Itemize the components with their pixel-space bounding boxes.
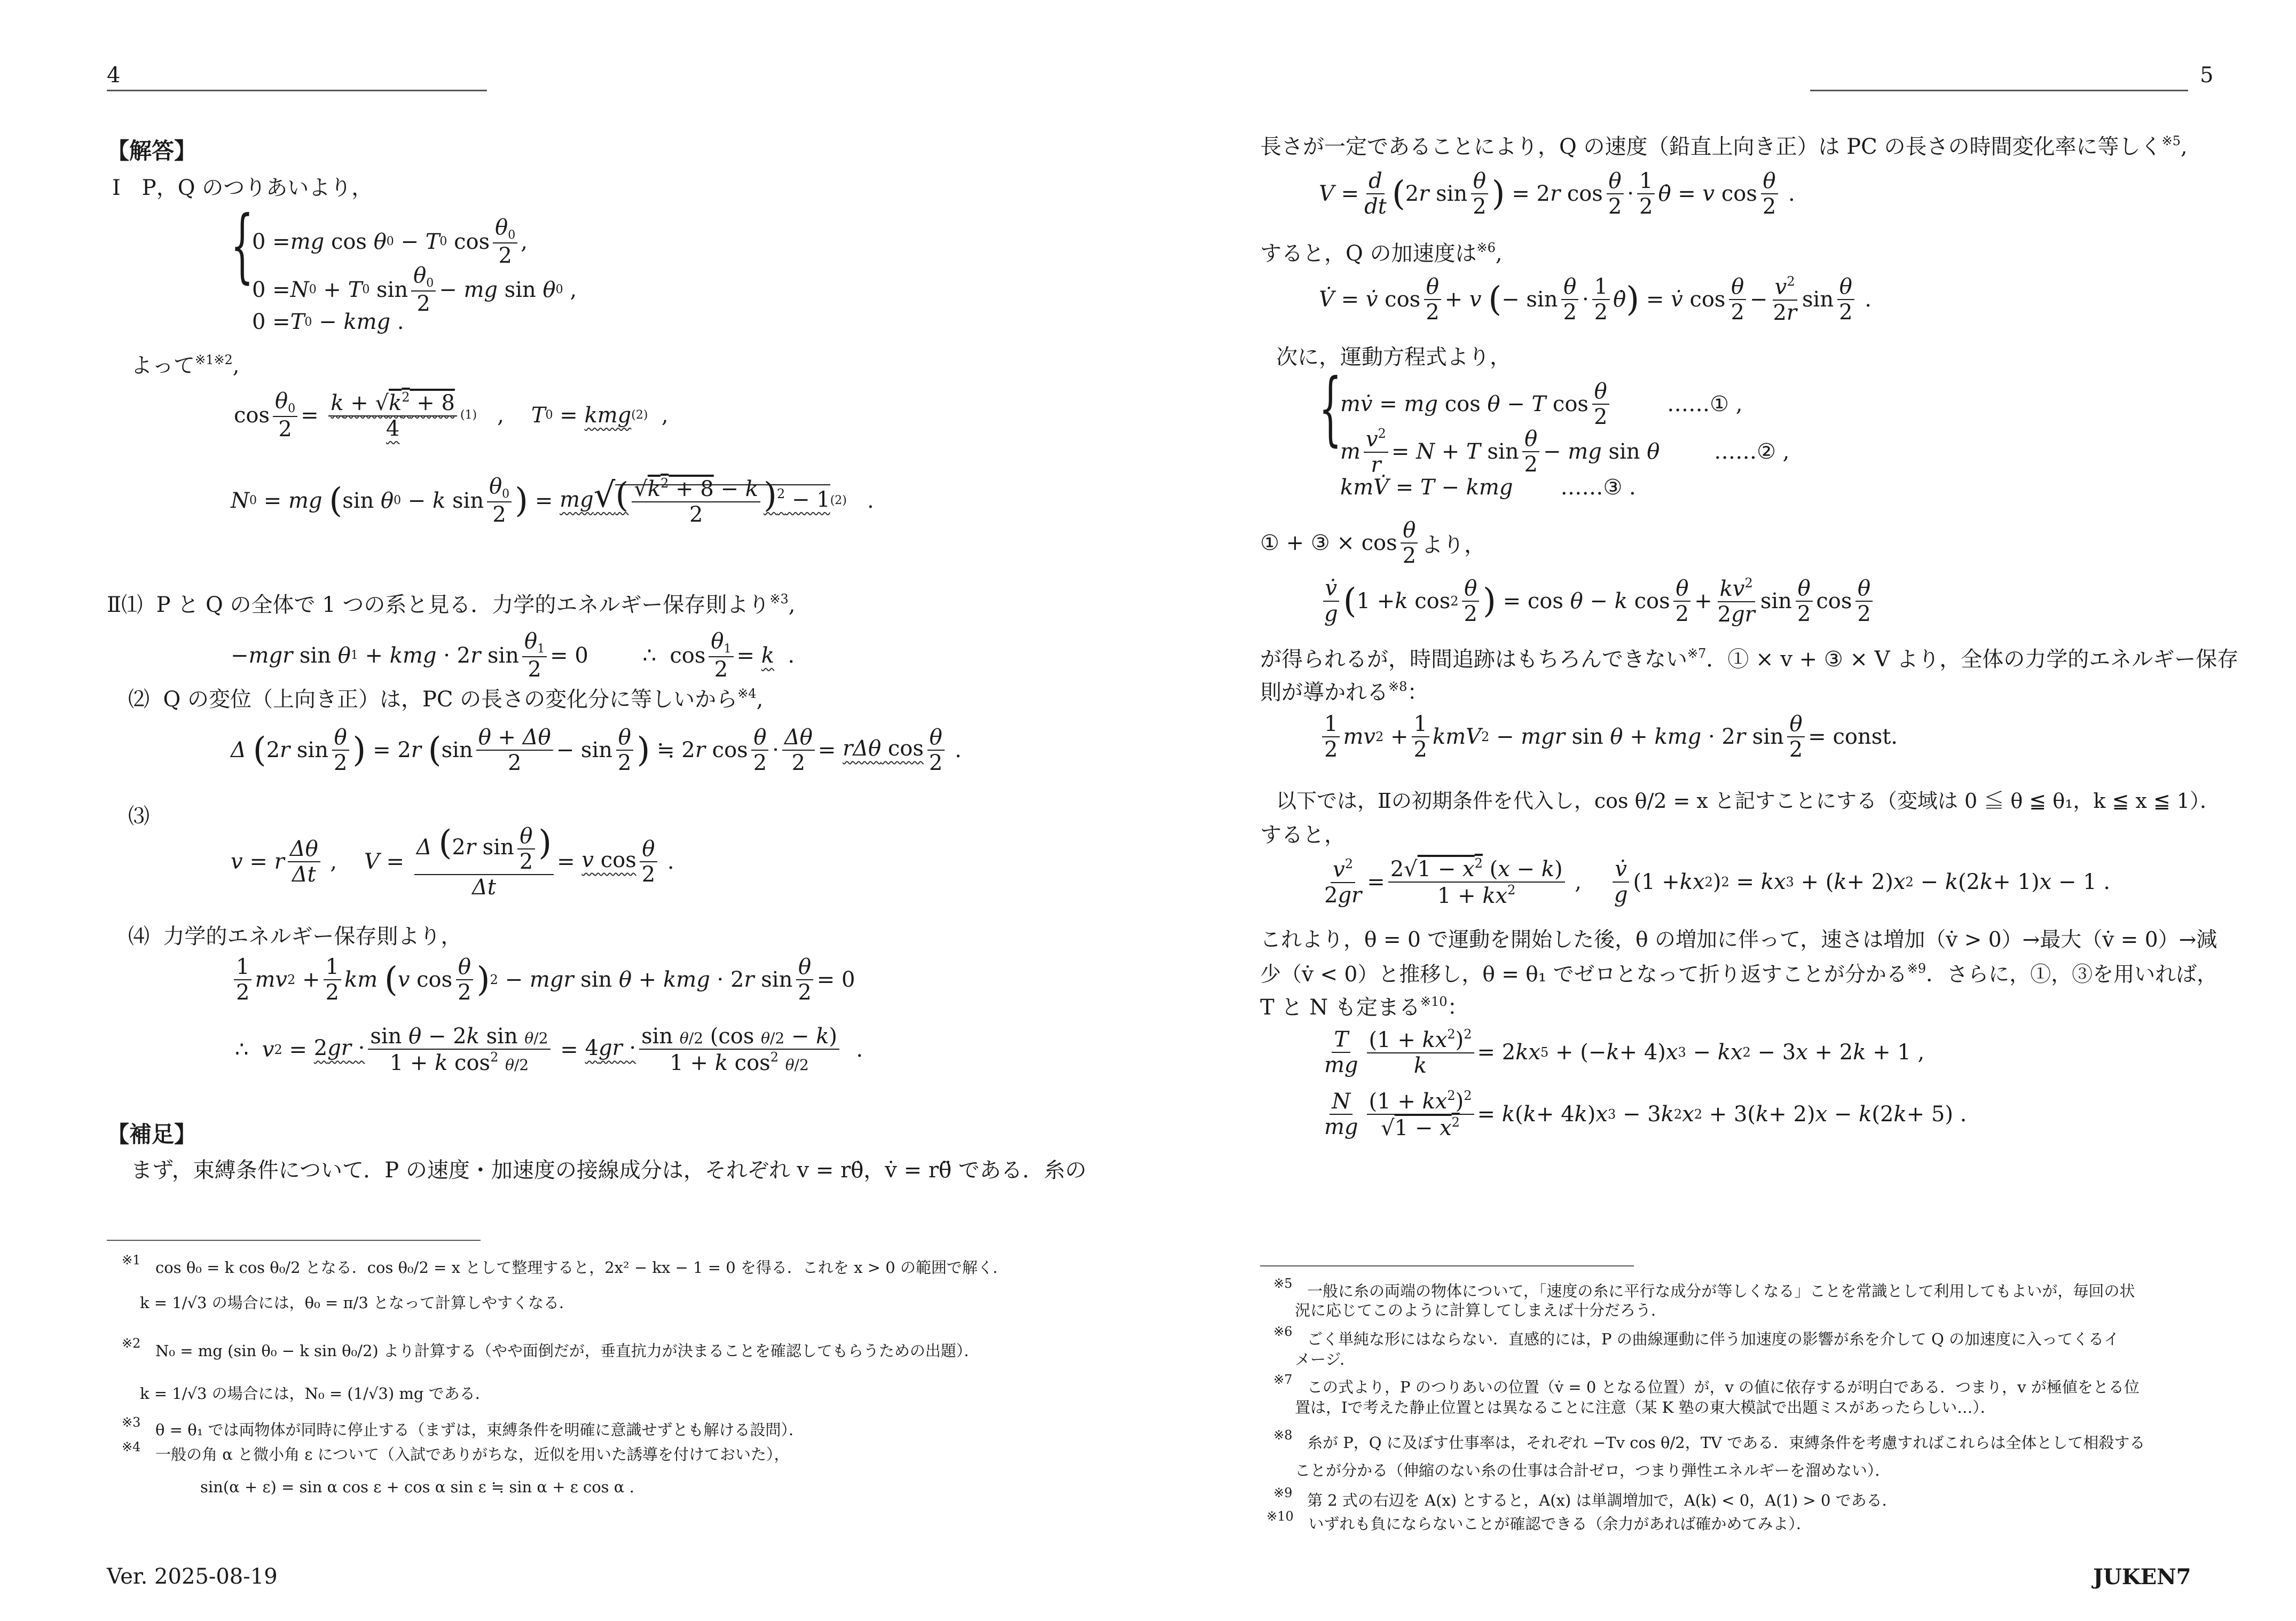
part2-4-line: ⑷ 力学的エネルギー保存則より， bbox=[128, 924, 462, 949]
eq-system1-line3: 0 = T 0 − kmg . bbox=[252, 310, 404, 334]
part2-4-eq1: $\frac{1}{2}$ mv 2 + $\frac{1}{2}$ km ( v cos $\frac{\theta}{2}$ ) 2 − mgr sin θ + kmg · 2 r sin $\frac{\theta}{2}$ = 0 bbox=[231, 956, 855, 1004]
page-number-right: 5 bbox=[2200, 63, 2214, 88]
left-brace: { bbox=[231, 199, 254, 292]
eq-system1-line1: 0 = mg cos θ 0 − T 0 cos $\frac{\theta_0}{2}$ , bbox=[252, 215, 528, 269]
footnote-5-cont: 況に応じてこのように計算してしまえば十分だろう． bbox=[1295, 1301, 1667, 1319]
right-line11: T と N も定まる$^{※10}$： bbox=[1260, 994, 1469, 1020]
right-line5: が得られるが，時間追跡はもちろんできない$^{※7}$．① × v + ③ × V より，全体の力学的エネルギー保存 bbox=[1260, 646, 2239, 672]
right-line10: 少（v̇ < 0）と推移し，θ = θ₁ でゼロとなって折り返すことが分かる$^{※9}$．さらに，①，③を用いれば， bbox=[1260, 961, 2218, 987]
eq-motion-2: m $\frac{v^2}{r}$ = N + T sin $\frac{\theta}{2}$ − mg sin θ ……② , bbox=[1340, 426, 1790, 477]
answer-heading: 【解答】 bbox=[107, 138, 197, 164]
right-line4: ① + ③ × cos $\frac{\theta}{2}$ より， bbox=[1260, 518, 1486, 568]
part1-intro: Ⅰ P，Q のつりあいより， bbox=[112, 176, 373, 200]
footnote-6-cont: メージ． bbox=[1295, 1350, 1356, 1368]
footnote-2: $^{※2}$ N₀ = mg (sin θ₀ − k sin θ₀/2) より計算する（やや面倒だが，垂直抗力が決まることを確認してもらうための出題）． bbox=[122, 1336, 980, 1360]
eq-x: $\frac{v^2}{2gr}$ = $\frac{2√1 - x^2 (x - k)}{1 + kx^2}$ , $\frac{v̇}{g}$ (1 + kx 2 ) 2 = kx 3 + ( k + 2) x 2 − k (2 k + 1) x − 1 . bbox=[1324, 856, 2110, 908]
footnote-8-cont: ことが分かる（伸縮のない糸の仕事は合計ゼロ，つまり弾性エネルギーを溜めない）． bbox=[1295, 1461, 1891, 1480]
footnote-7: $^{※7}$ この式より，P のつりあいの位置（v̇ = 0 となる位置）が，v の値に依存するが明白である．つまり，v が極値をとる位 bbox=[1273, 1372, 2140, 1396]
part2-3-eq: v = r $\frac{\Delta\theta}{\Delta t}$ , V = Δ (2r sin $\frac{\theta}{2}$ ) Δt = v cos $\frac{\theta}{2}$ . bbox=[231, 823, 674, 900]
eq-motion-1: mv̇ = mg cos θ − T cos $\frac{\theta}{2}$ ……① , bbox=[1340, 379, 1743, 429]
eq-T: $\frac{T}{mg}$ $\frac{(1 + kx^2)^2}{k}$ = 2 kx 5 + (− k + 4) x 3 − kx 2 − 3 x + 2 k + 1 , bbox=[1324, 1027, 1925, 1078]
footnote-7-cont: 置は，Ⅰで考えた静止位置とは異なることに注意（某 K 塾の東大模試で出題ミスがあったらしい…）． bbox=[1295, 1398, 1996, 1417]
part2-4-eq2: ∴ v 2 = 2gr · $\frac{\text{sin θ − 2k sin θ/2}}{1 + k \cos^2 \theta/2}$ = 4gr · $\frac{\text{sin θ/2 (cos θ/2 − k)}}{1 + k \cos^2 \theta/2}$ . bbox=[235, 1024, 863, 1075]
right-line7: 以下では，Ⅱの初期条件を代入し，cos θ/2 = x と記すことにする（変域は 0 ≦ θ ≦ θ₁，k ≦ x ≦ 1）． bbox=[1276, 789, 2220, 813]
footnote-rule-left bbox=[107, 1240, 481, 1241]
footnote-8: $^{※8}$ 糸が P，Q に及ぼす仕事率は，それぞれ −Tv cos θ/2，TV である．束縛条件を考慮すればこれらは全体として相殺する bbox=[1273, 1428, 2145, 1452]
right-line1: 長さが一定であることにより，Q の速度（鉛直上向き正）は PC の長さの時間変化率に等しく$^{※5}$, bbox=[1260, 133, 2188, 159]
eq-Vdot: V̇ = v̇ cos $\frac{\theta}{2}$ + v ( − sin $\frac{\theta}{2}$ · $\frac{1}{2}$ θ̇ ) = v̇ cos $\frac{\theta}{2}$ − $\frac{v^2}{2r}$ sin $\frac{\theta}{2}$ . bbox=[1319, 274, 1872, 325]
part2-1-eq: − mgr sin θ 1 + kmg · 2 r sin $\frac{\theta_1}{2}$ = 0 ∴ cos $\frac{\theta_1}{2}$ = k . bbox=[231, 629, 795, 682]
footnote-1: $^{※1}$ cos θ₀ = k cos θ₀/2 となる．cos θ₀/2 = x として整理すると，2x² − kx − 1 = 0 を得る．これを x > 0 の範囲で解く． bbox=[122, 1253, 1009, 1277]
part2-2-line: ⑵ Q の変位（上向き正）は，PC の長さの変化分に等しいから$^{※4}$, bbox=[128, 686, 764, 712]
footnote-4: $^{※4}$ 一般の角 α と微小角 ε について（入試でありがちな，近似を用いた誘導を付けておいた）， bbox=[122, 1439, 790, 1463]
right-line8: すると， bbox=[1260, 823, 1346, 847]
footnote-10: $^{※10}$ いずれも負にならないことが確認できる（余力があれば確かめてみよ）． bbox=[1267, 1509, 1812, 1533]
supplement-text: まず，束縛条件について．P の速度・加速度の接線成分は，それぞれ v = rθ̇，v̇ = rθ̈ である．糸の bbox=[131, 1158, 1087, 1183]
right-line9: これより，θ = 0 で運動を開始した後，θ の増加に伴って，速さは増加（v̇ > 0）→最大（v̇ = 0）→減 bbox=[1260, 928, 2218, 952]
right-line6: 則が導かれる$^{※8}$： bbox=[1260, 679, 1429, 705]
footnote-rule-right bbox=[1260, 1265, 1634, 1266]
eq-V: V = $\frac{d}{dt}$ ( 2 r sin $\frac{\theta}{2}$ ) = 2 r cos $\frac{\theta}{2}$ · $\frac{1}{2}$ θ̇ = v cos $\frac{\theta}{2}$ . bbox=[1319, 169, 1795, 219]
eq-N: $\frac{N}{mg}$ $\frac{(1 + kx^2)^2}{√1 - x^2}$ = k ( k + 4 k ) x 3 − 3 k 2 x 2 + 3( k + 2) x − k (2 k + 5) . bbox=[1324, 1088, 1967, 1140]
footnote-5: $^{※5}$ 一般に糸の両端の物体について，「速度の糸に平行な成分が等しくなる」ことを常識として利用してもよいが，毎回の状 bbox=[1273, 1276, 2135, 1300]
footnote-9: $^{※9}$ 第 2 式の右辺を A(x) とすると，A(x) は単調増加で，A(k) < 0，A(1) > 0 である． bbox=[1273, 1485, 1898, 1509]
right-line3: 次に，運動方程式より， bbox=[1276, 345, 1511, 369]
part2-3-label: ⑶ bbox=[128, 804, 150, 829]
part2-2-eq: Δ ( 2 r sin $\frac{\theta}{2}$ ) = 2 r ( sin $\frac{\theta + \Delta\theta}{2}$ − sin $\frac{\theta}{2}$ ) ≒ 2 r cos $\frac{\theta}{2}$ · $\frac{\Delta\theta}{2}$ = rΔθ cos $\frac{\theta}{2}$ . bbox=[231, 725, 962, 775]
header-rule-right bbox=[1810, 90, 2188, 91]
brand-label: JUKEN7 bbox=[2093, 1564, 2191, 1589]
supplement-heading: 【補足】 bbox=[107, 1121, 197, 1147]
right-brace: { bbox=[1319, 362, 1342, 455]
right-line2: すると，Q の加速度は$^{※6}$, bbox=[1260, 240, 1503, 266]
result-cos-eq: cos $\frac{\theta_0}{2}$ = $\frac{k + √k^2 + 8}{4}$ (1) , T 0 = kmg (2) , bbox=[234, 389, 669, 442]
page-number-left: 4 bbox=[107, 63, 121, 88]
footnote-6: $^{※6}$ ごく単純な形にはならない．直感的には，P の曲線運動に伴う加速度の影響が糸を介して Q の加速度に入ってくるイ bbox=[1273, 1324, 2119, 1348]
footnote-3: $^{※3}$ θ = θ₁ では両物体が同時に停止する（まずは，束縛条件を明確に意識せずとも解ける設問）． bbox=[122, 1415, 805, 1439]
result-N0-eq: N 0 = mg ( sin θ 0 − k sin $\frac{\theta_0}{2}$ ) = mg√( $\frac{√k^2 + 8 - k}{2}$ )$^2$ − 1 (2) . bbox=[231, 474, 874, 528]
therefore-line: よって$^{※1※2}$, bbox=[131, 352, 240, 378]
eq-energy: $\frac{1}{2}$ mv 2 + $\frac{1}{2}$ kmV 2 − mgr sin θ + kmg · 2 r sin $\frac{\theta}{2}$ = const. bbox=[1319, 713, 1898, 761]
version-label: Ver. 2025-08-19 bbox=[107, 1564, 278, 1589]
eq-combined: $\frac{v̇}{g}$ ( 1 + k cos 2 $\frac{\theta}{2}$ ) = cos θ − k cos $\frac{\theta}{2}$ + $\frac{kv^2}{2gr}$ sin $\frac{\theta}{2}$ cos $\frac{\theta}{2}$ bbox=[1319, 577, 1876, 626]
eq-motion-3: kmV̇ = T − kmg ……③ . bbox=[1340, 475, 1636, 500]
part2-1-line: Ⅱ⑴ P と Q の全体で 1 つの系と見る．力学的エネルギー保存則より$^{※3}$, bbox=[107, 592, 796, 617]
footnote-2-cont: k = 1/√3 の場合には，N₀ = (1/√3) mg である． bbox=[140, 1384, 491, 1403]
footnote-1-cont: k = 1/√3 の場合には，θ₀ = π/3 となって計算しやすくなる． bbox=[140, 1294, 575, 1312]
header-rule-left bbox=[107, 90, 487, 91]
footnote-4-cont: sin(α + ε) = sin α cos ε + cos α sin ε ≒ sin α + ε cos α . bbox=[200, 1478, 634, 1496]
eq-system1-line2: 0 = N 0 + T 0 sin $\frac{\theta_0}{2}$ − mg sin θ 0 , bbox=[252, 263, 577, 317]
right-page bbox=[1148, 0, 2296, 1621]
